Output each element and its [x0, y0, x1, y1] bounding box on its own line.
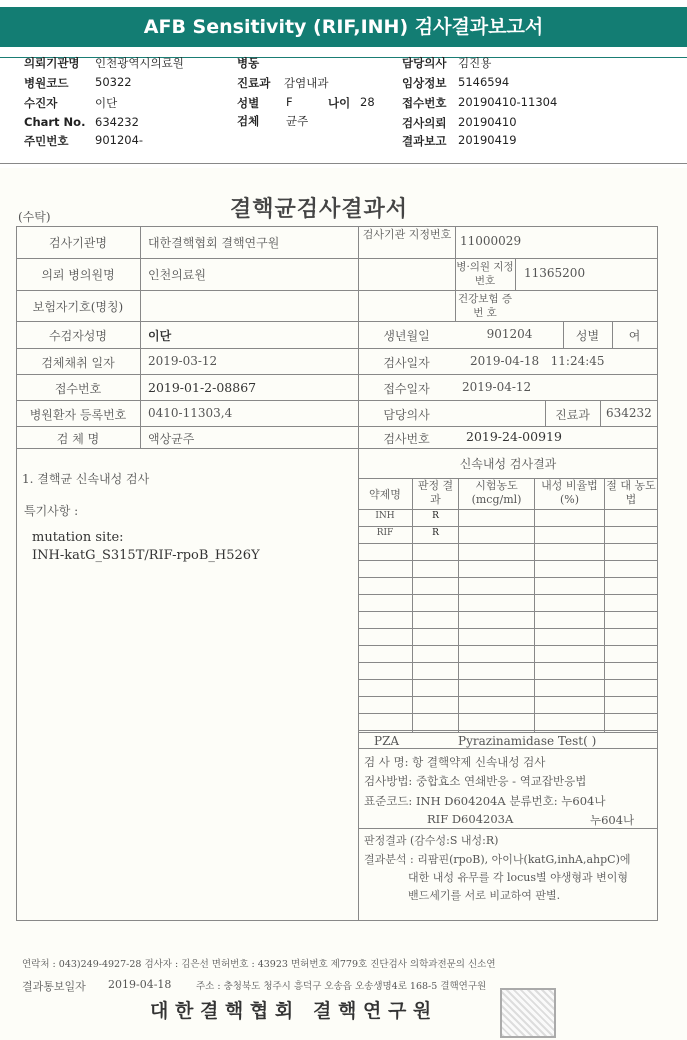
clinic-value: 5146594	[458, 75, 510, 89]
dept-value: 감염내과	[284, 76, 329, 90]
report-header	[0, 0, 687, 58]
sex-value: F	[286, 95, 293, 109]
chart-label: Chart No.	[24, 115, 86, 129]
value-spec: 액상균주	[148, 432, 195, 446]
doctor-value: 김진용	[458, 56, 492, 70]
req-value: 20190410	[458, 115, 517, 129]
value-testdate: 2019-04-18 11:24:45	[470, 354, 605, 368]
rapid-title: 신속내성 검사결과	[459, 457, 557, 471]
value-dept: 634232	[606, 406, 652, 420]
hcode-value: 50322	[95, 75, 132, 89]
receipt-value: 20190410-11304	[458, 95, 558, 109]
result-label: 결과보고	[402, 134, 447, 148]
value-testno: 2019-24-00919	[466, 429, 562, 444]
test-name: 검 사 명: 항 결핵약제 신속내성 검사	[364, 755, 546, 769]
age-label: 나이	[328, 96, 351, 110]
hospital-label: 의뢰기관명	[24, 56, 80, 70]
row-result: R	[432, 528, 439, 538]
value-sex: 여	[628, 329, 641, 343]
hospital-value: 인천광역시의료원	[95, 56, 184, 70]
report-title: AFB Sensitivity (RIF,INH) 검사결과보고서	[0, 7, 687, 47]
chart-value: 634232	[95, 115, 139, 129]
section-title: 1. 결핵균 신속내성 검사	[22, 472, 150, 486]
class-code-2: 누604나	[590, 813, 635, 827]
row-result: R	[432, 511, 439, 521]
label-recdate: 접수일자	[383, 382, 430, 396]
value-recdate: 2019-04-12	[462, 380, 532, 394]
value-rec: 2019-01-2-08867	[148, 380, 257, 395]
row-drug: INH	[375, 511, 395, 521]
analysis-1: 결과분석 : 리팜핀(rpoB), 아이나(katG,inhA,ahpC)에	[364, 853, 631, 866]
col-drug: 약제명	[369, 488, 401, 501]
result-value: 20190419	[458, 133, 517, 147]
pza-text: Pyrazinamidase Test( )	[458, 734, 597, 748]
label-birth: 생년월일	[383, 329, 430, 343]
test-method: 검사방법: 중합효소 연쇄반응 - 역교잡반응법	[364, 774, 587, 788]
patient-value: 이단	[95, 96, 118, 110]
footer-contact: 연락처 : 043)249-4927-28 검사자 : 김은선 면허번호 : 43923 면허번호 제779호 진단검사 의학과전문의 신소연	[22, 959, 496, 970]
value-reg: 0410-11303,4	[148, 406, 233, 420]
col-ratio: 내성 비율법(%)	[541, 479, 598, 506]
age-value: 28	[360, 95, 375, 109]
judge-legend: 판정결과 (감수성:S 내성:R)	[364, 834, 499, 847]
doctor-label: 담당의사	[402, 56, 447, 70]
value-hosp: 인천의료원	[148, 268, 206, 282]
label-insno: 건강보험 증 번 호	[457, 293, 513, 319]
label-testdate: 검사일자	[383, 356, 430, 370]
row-drug: RIF	[376, 528, 394, 538]
patient-label: 수진자	[24, 96, 58, 110]
label-dept: 진료과	[555, 408, 590, 422]
label-hosp: 의뢰 병의원명	[41, 268, 115, 282]
notes-label: 특기사항 :	[24, 504, 79, 518]
divider	[0, 163, 687, 164]
label-sex: 성별	[575, 329, 600, 343]
label-instno: 검사기관 지정번호	[362, 228, 452, 241]
label-spec: 검 체 명	[56, 432, 100, 446]
analysis-3: 밴드세기를 서로 비교하여 판별.	[408, 889, 561, 902]
rrn-label: 주민번호	[24, 134, 69, 148]
analysis-2: 대한 내성 유무를 각 locus별 야생형과 변이형	[408, 871, 629, 884]
rrn-value: 901204-	[95, 133, 144, 147]
label-doctor: 담당의사	[383, 408, 430, 422]
sex-label: 성별	[237, 96, 260, 110]
dept-label: 진료과	[237, 76, 271, 90]
standard-code: 표준코드: INH D604204A 분류번호: 누604나	[364, 794, 606, 808]
notice-date-label: 결과통보일자	[22, 980, 86, 993]
receipt-label: 접수번호	[402, 96, 447, 110]
value-inst: 대한결핵협회 결핵연구원	[148, 236, 280, 250]
org-name: 대 한 결 핵 협 회 결 핵 연 구 원	[150, 1000, 432, 1022]
standard-code-2: RIF D604203A	[427, 812, 514, 826]
hcode-label: 병원코드	[24, 76, 69, 90]
label-testno: 검사번호	[383, 432, 430, 446]
label-ins: 보험자기호(명칭)	[32, 300, 124, 314]
col-conc: 시험농도 (mcg/ml)	[471, 479, 522, 506]
label-name: 수검자성명	[49, 329, 107, 343]
mutation-label: mutation site:	[32, 530, 124, 545]
label-coll: 검체채취 일자	[41, 356, 115, 370]
specimen-label: 검체	[237, 114, 260, 128]
value-hospno: 11365200	[524, 266, 586, 280]
value-coll: 2019-03-12	[148, 354, 218, 368]
label-hospno: 병·의원 지정번호	[456, 261, 514, 287]
pza-label: PZA	[374, 734, 400, 748]
label-rec: 접수번호	[54, 382, 102, 396]
notice-date: 2019-04-18	[108, 978, 172, 991]
col-judge: 판정 결과	[417, 479, 454, 506]
value-name: 이단	[148, 329, 172, 343]
seal-stamp	[500, 988, 556, 1038]
label-reg: 병원환자 등록번호	[29, 408, 127, 422]
mutation-value: INH-katG_S315T/RIF-rpoB_H526Y	[32, 548, 260, 563]
value-instno: 11000029	[460, 234, 522, 248]
address: 주소 : 충청북도 청주시 흥덕구 오송읍 오송생명4로 168-5 결핵연구원	[196, 981, 487, 992]
value-birth: 901204	[486, 327, 533, 341]
col-abs: 절 대 농도법	[606, 479, 656, 506]
doc-title: 결핵균검사결과서	[230, 196, 409, 222]
specimen-value: 균주	[286, 114, 309, 128]
top-tag: (수탁)	[18, 210, 51, 224]
clinic-label: 임상정보	[402, 76, 447, 90]
label-inst: 검사기관명	[49, 236, 107, 250]
ward-label: 병동	[237, 56, 260, 70]
req-label: 검사의뢰	[402, 116, 447, 130]
scanned-report	[0, 168, 687, 1040]
